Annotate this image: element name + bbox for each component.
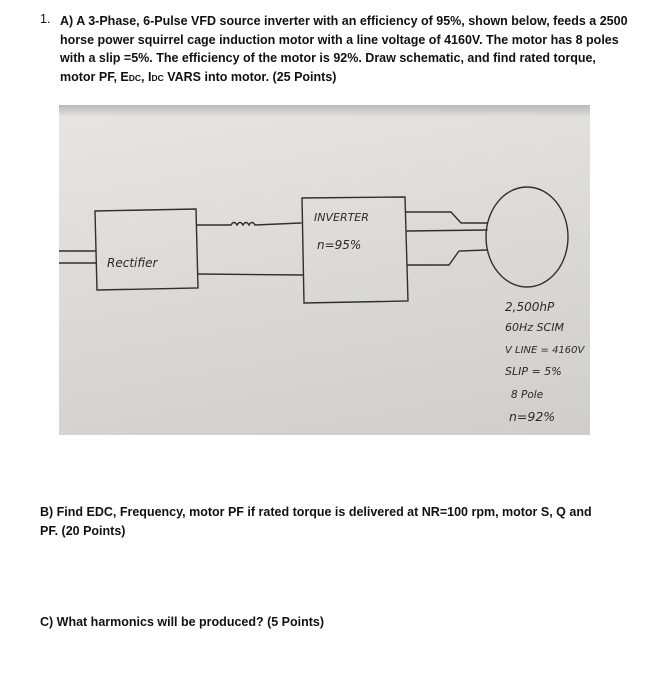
part-a-line-4: motor PF, EDC, IDC VARS into motor. (25 Points) [60,69,337,84]
motor-note-slip: SLIP = 5% [505,365,562,378]
output-line-2 [407,230,487,231]
motor-note-type: 60Hz SCIM [505,321,564,334]
part-a-line-3: with a slip =5%. The efficiency of the motor is 92%. Draw schematic, and find rated torque, [60,51,596,65]
part-a-line-2: horse power squirrel cage induction motor with a line voltage of 4160V. The motor has 8 poles [60,32,619,47]
question-number: 1. [40,12,51,26]
motor-note-eff: n=92% [509,409,556,424]
question-part-b: B) Find EDC, Frequency, motor PF if rated torque is delivered at NR=100 rpm, motor S, Q and PF. (20 Points) [40,505,592,538]
output-line-3 [407,250,487,265]
inverter-label: INVERTER [314,211,369,224]
output-line-1 [406,212,487,223]
motor-note-hp: 2,500hP [505,300,555,314]
rectifier-label: Rectifier [107,256,158,270]
question-part-a [60,12,628,87]
motor-note-poles: 8 Pole [511,389,544,401]
dc-link-inductor [197,223,301,226]
motor-circle [486,187,568,287]
rectifier-box [95,209,198,290]
part-a-line-1: A) A 3-Phase, 6-Pulse VFD source inverter with an efficiency of 95%, shown below, feeds a 2500 [60,14,628,28]
question-part-c: C) What harmonics will be produced? (5 Points) [40,615,325,629]
motor-note-vline: V LINE = 4160V [505,345,585,356]
schematic-sketch [59,105,590,435]
inverter-efficiency: n=95% [317,238,362,252]
dc-link-return [198,274,303,275]
